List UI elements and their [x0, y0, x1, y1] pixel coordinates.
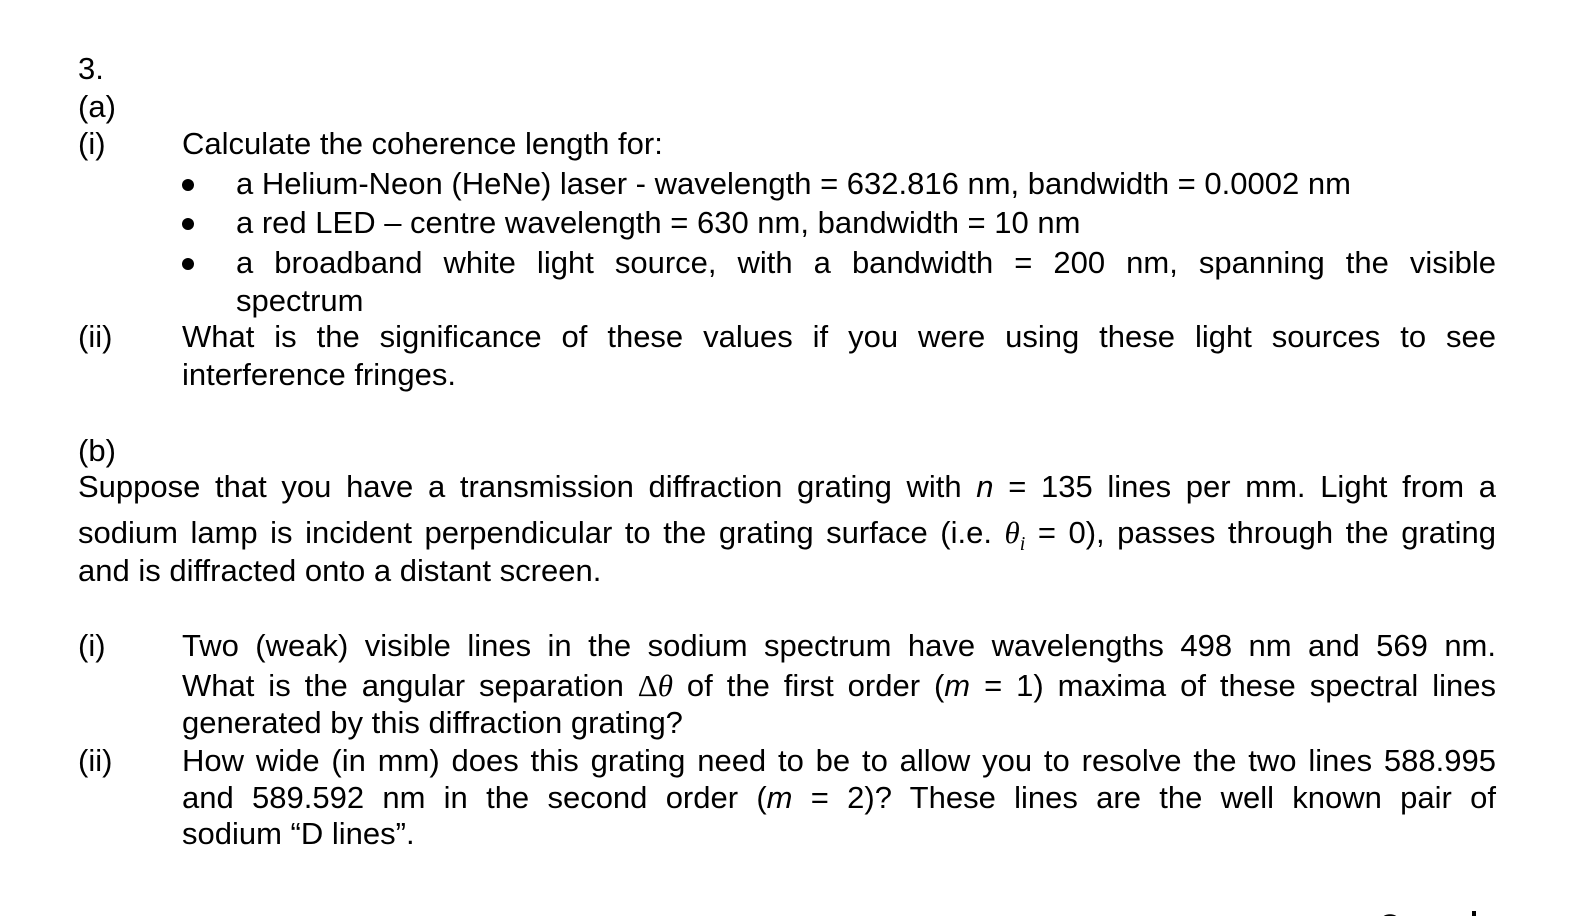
part-b-ii-line2-text: [182, 779, 1496, 816]
cropped-glyph-tops: [1360, 905, 1480, 916]
part-b-i-line3: generated by this diffraction grating?: [182, 705, 683, 740]
part-b-label: (b): [78, 433, 116, 468]
part-a-label: (a): [78, 89, 116, 124]
variable-theta-subscript: i: [1019, 533, 1026, 556]
part-b-intro-line2-a: sodium lamp is incident perpendicular to the grating surface (i.e.: [78, 515, 992, 550]
part-b-i-line1: Two (weak) visible lines in the sodium spectrum have wavelengths 498 nm and 569 nm.: [182, 628, 1496, 663]
part-a-i-intro: Calculate the coherence length for:: [182, 126, 663, 161]
cropped-text-fragment: [1360, 896, 1480, 916]
cropped-glyph-3: [1472, 911, 1476, 916]
part-b-intro-line2-b: = 0), passes through the grating: [1037, 515, 1496, 550]
part-b-ii-line1-block: [182, 742, 1496, 779]
variable-theta: θ: [1004, 515, 1020, 550]
part-a-ii-line1: What is the significance of these values if you were using these light sources to see: [182, 319, 1496, 354]
part-b-i-line2-a: What is the angular separation: [182, 668, 624, 703]
variable-m-order1: m: [944, 668, 971, 703]
variable-m-order2: m: [766, 780, 793, 815]
bullet-white-light-block: [236, 244, 1496, 281]
part-a-ii-label: (ii): [78, 319, 113, 354]
part-a-i-label: (i): [78, 126, 106, 161]
bullet-hene-laser: a Helium-Neon (HeNe) laser - wavelength = 632.816 nm, bandwidth = 0.0002 nm: [236, 166, 1351, 201]
bullet-white-light-line1: a broadband white light source, with a bandwidth = 200 nm, spanning the visible: [236, 245, 1496, 280]
delta-symbol: Δ: [637, 668, 658, 703]
variable-n: n: [976, 469, 994, 504]
part-b-intro-line1-text: [78, 468, 1496, 505]
part-b-i-line2-text: [182, 667, 1496, 704]
part-a-ii-text-block: [182, 318, 1496, 355]
bullet-red-led: a red LED – centre wavelength = 630 nm, bandwidth = 10 nm: [236, 205, 1081, 240]
part-b-intro-line1-a: Suppose that you have a transmission diffraction grating with: [78, 469, 962, 504]
part-b-i-line1-block: [182, 627, 1496, 664]
part-b-ii-line2-block: [182, 779, 1496, 816]
theta-symbol: θ: [657, 668, 673, 703]
part-b-ii-line2-b: = 2)? These lines are the well known pair of: [810, 780, 1496, 815]
bullet-white-light-line2: spectrum: [236, 283, 364, 318]
part-b-intro-line3: and is diffracted onto a distant screen.: [78, 553, 602, 588]
bullet-dot-3: [182, 258, 194, 270]
bullet-dot-1: [182, 179, 194, 191]
part-b-ii-label: (ii): [78, 743, 113, 778]
part-b-intro-line1: [78, 468, 1496, 505]
part-b-intro-line2-text: [78, 514, 1496, 556]
part-b-i-line2-block: [182, 667, 1496, 704]
part-b-intro-line2: [78, 514, 1496, 556]
part-b-ii-line2-a: and 589.592 nm in the second order (: [182, 780, 767, 815]
part-b-i-line2-c: = 1) maxima of these spectral lines: [984, 668, 1496, 703]
part-b-i-label: (i): [78, 628, 106, 663]
bullet-dot-2: [182, 218, 194, 230]
question-number: 3.: [78, 51, 104, 86]
part-a-ii-line2: interference fringes.: [182, 357, 456, 392]
part-b-i-line2-b: of the first order (: [686, 668, 945, 703]
part-b-intro-line1-b: = 135 lines per mm. Light from a: [1008, 469, 1496, 504]
part-b-ii-line3: sodium “D lines”.: [182, 816, 415, 851]
part-b-ii-line1: How wide (in mm) does this grating need to be to allow you to resolve the two lines 588.995: [182, 743, 1496, 778]
